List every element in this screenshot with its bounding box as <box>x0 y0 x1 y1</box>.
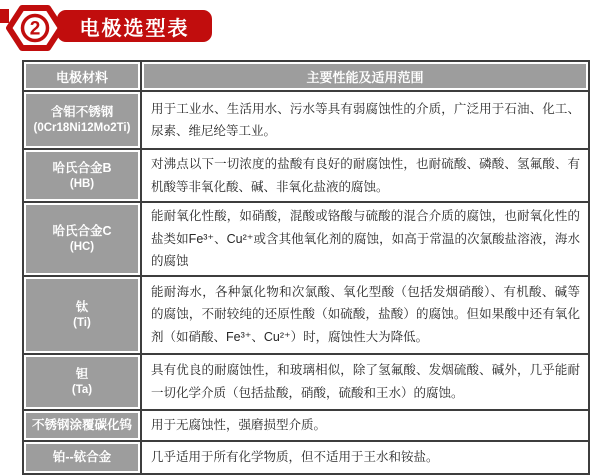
material-cell <box>23 202 141 276</box>
material-cell <box>23 149 141 202</box>
page-title: 电极选型表 <box>79 17 190 40</box>
description-cell: 几乎适用于所有化学物质，但不适用于王水和铵盐。 <box>141 441 589 474</box>
material-cell <box>23 276 141 354</box>
table-row <box>23 410 589 441</box>
table-row <box>23 91 589 149</box>
material-name: 哈氏合金B <box>52 160 112 175</box>
material-name: 哈氏合金C <box>52 223 112 238</box>
material-name: 铂--铱合金 <box>52 449 112 464</box>
electrode-selection-table <box>22 60 590 475</box>
material-cell <box>23 91 141 149</box>
column-header-performance: 主要性能及适用范围 <box>141 61 589 91</box>
material-cell <box>23 410 141 441</box>
material-code: (HC) <box>69 240 95 253</box>
description-cell: 用于工业水、生活用水、污水等具有弱腐蚀性的介质，广泛用于石油、化工、尿素、维尼纶等工业。 <box>141 91 589 149</box>
material-code: (Ti) <box>73 316 91 329</box>
table-header-row <box>23 61 589 91</box>
material-code: (0Cr18Ni12Mo2Ti) <box>33 122 131 134</box>
badge-number: 2 <box>29 18 41 40</box>
material-name: 钛 <box>75 299 89 314</box>
table-row <box>23 149 589 202</box>
column-header-material: 电极材料 <box>23 61 141 91</box>
description-cell: 能耐海水，各种氯化物和次氯酸、氧化型酸（包括发烟硝酸）、有机酸、碱等的腐蚀，不耐较纯的还原性酸（如硫酸，盐酸）的腐蚀。但如果酸中还有氧化剂（如硝酸、Fe³⁺、Cu²⁺）时，腐蚀性大为降低。 <box>141 276 589 354</box>
table-row <box>23 354 589 410</box>
description-cell: 具有优良的耐腐蚀性，和玻璃相似，除了氢氟酸、发烟硫酸、碱外，几乎能耐一切化学介质（包括盐酸，硝酸，硫酸和王水）的腐蚀。 <box>141 354 589 410</box>
section-number-badge <box>7 4 63 52</box>
description-cell: 能耐氧化性酸，如硝酸，混酸或铬酸与硫酸的混合介质的腐蚀，也耐氧化性的盐类如Fe³⁺、Cu²⁺或含其他氧化剂的腐蚀，如高于常温的次氯酸盐溶液，海水的腐蚀 <box>141 202 589 276</box>
material-name: 钽 <box>75 366 89 381</box>
material-cell <box>23 441 141 474</box>
description-cell: 对沸点以下一切浓度的盐酸有良好的耐腐蚀性，也耐硫酸、磷酸、氢氟酸、有机酸等非氧化酸、碱、非氧化盐液的腐蚀。 <box>141 149 589 202</box>
material-cell <box>23 354 141 410</box>
material-name: 含钼不锈钢 <box>50 105 114 119</box>
material-code: (HB) <box>69 177 95 190</box>
description-cell: 用于无腐蚀性，强磨损型介质。 <box>141 410 589 441</box>
table-row <box>23 441 589 474</box>
material-name: 不锈钢涂覆碳化钨 <box>31 417 132 432</box>
material-code: (Ta) <box>71 383 93 396</box>
table-row <box>23 202 589 276</box>
table-row <box>23 276 589 354</box>
section-title-pill <box>57 10 212 42</box>
